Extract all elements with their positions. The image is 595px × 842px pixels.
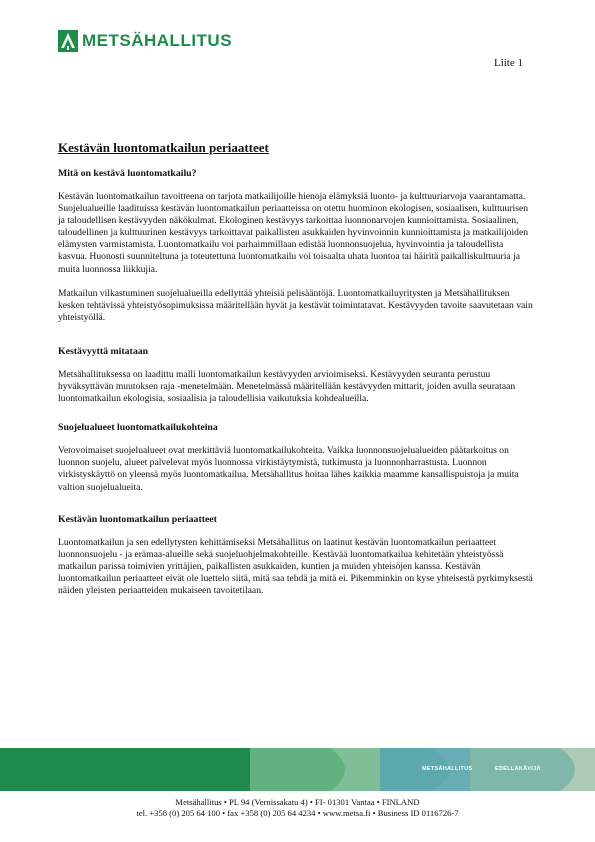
section-heading-4: Kestävän luontomatkailun periaatteet bbox=[58, 513, 217, 525]
section-1-paragraph-1: Kestävän luontomatkailun tavoitteena on tarjota matkailijoille hienoja elämyksiä luonto- ja kulttuuriarvoja vaarantamatta. Suojelualueille laadituissa kestävän luontomatkailun periaatteissa on otettu huomioon ekologisen, sosiaalisen, kulttuurisen ja taloudellisen kestävyyden näkökulmat. Ekologinen kestävyys tarkoittaa luonnonarvojen kunnioittamista. Sosiaalinen, taloudellinen ja kulttuurinen kestävyys tarkoittavat paikallisten asukkaiden hyvinvoinnin kunnioittamista ja matkailijoiden elämysten varmistamista. Luontomatkailu voi parhaimmillaan edistää luonnonsuojelua, hyvinvointia ja taloudellista kasvua. Huonosti suunniteltuna ja toteutettuna luontomatkailu voi toisaalta uhata luontoa tai häiritä paikalliskulttuuria ja muita luonnossa liikkujia. bbox=[58, 191, 529, 275]
footer-contact: tel. +358 (0) 205 64 100 • fax +358 (0) 205 64 4234 • www.metsa.fi • Business ID 0116726-7 bbox=[136, 808, 459, 818]
metsahallitus-emblem-icon bbox=[58, 30, 78, 52]
metsahallitus-logo bbox=[58, 30, 232, 52]
logo-wordmark: METSÄHALLITUS bbox=[82, 31, 233, 50]
page-footer bbox=[0, 797, 595, 819]
document-body bbox=[58, 140, 534, 597]
section-heading-3: Suojelualueet luontomatkailukohteina bbox=[58, 422, 218, 434]
section-4-paragraph-1: Luontomatkailun ja sen edellytysten kehittämiseksi Metsähallitus on laatinut kestävän luontomatkailun periaatteet luonnonsuojelu - ja erämaa-alueille sekä suojeluohjelmakohteille. Kestävää luontomatkailua kehitetään yhteistyössä matkailun parissa toimivien yrittäjien, paikallisten asukkaiden, kuntien ja muiden yhteisöjen kanssa. Kestävän luontomatkailun periaatteet eivät ole luettelo siitä, mitä saa tehdä ja mitä ei. Pikemminkin on kyse yhteisestä pyrkimyksestä näiden yleisten periaatteiden mukaiseen tavoitetilaan. bbox=[58, 536, 533, 596]
decorative-color-band bbox=[0, 748, 595, 791]
document-title: Kestävän luontomatkailun periaatteet bbox=[58, 140, 269, 155]
footer-address: Metsähallitus • PL 94 (Vernissakatu 4) • FI- 01301 Vantaa • FINLAND bbox=[175, 797, 420, 807]
section-heading-1: Mitä on kestävä luontomatkailu? bbox=[58, 168, 197, 179]
attachment-label: Liite 1 bbox=[493, 57, 523, 69]
section-2-paragraph-1: Metsähallituksessa on laadittu malli luontomatkailun kestävyyden arvioimiseksi. Kestävyyden seuranta perustuu hyväksyttävän muutoksen raja -menetelmään. Menetelmässä määritellään kestävyyden mittarit, joiden avulla seurataan luontomatkailun ekologisia, sosiaalisia ja taloudellisia vaikutuksia kohdealueilla. bbox=[58, 368, 516, 405]
section-heading-2: Kestävyyttä mitataan bbox=[58, 345, 149, 357]
band-label-metsahallitus: METSÄHALLITUS bbox=[422, 766, 473, 772]
section-1-paragraph-2: Matkailun vilkastuminen suojelualueilla edellyttää yhteisiä pelisääntöjä. Luontomatkailuyritysten ja Metsähallituksen kesken tehtävissä yhteistyösopimuksissa määritellään hyvät ja kestävät toimintatavat. Kestävyyden tavoite saavutetaan vain yhteistyöllä. bbox=[58, 287, 533, 323]
section-3-paragraph-1: Vetovoimaiset suojelualueet ovat merkittäviä luontomatkailukohteita. Vaikka luonnonsuojelualueiden päätarkoitus on luonnon suojelu, alueet palvelevat myös luonnossa virkistäytymistä, tutkimusta ja luonnonharrastusta. Luonnon virkistyskäyttö on yleensä myös luontomatkailua. Metsähallitus hoitaa lähes kaikkia maamme kansallispuistoja ja muita valtion suojelualueita. bbox=[58, 445, 519, 493]
band-label-edellakavija: EDELLÄKÄVIJÄ bbox=[495, 766, 541, 772]
